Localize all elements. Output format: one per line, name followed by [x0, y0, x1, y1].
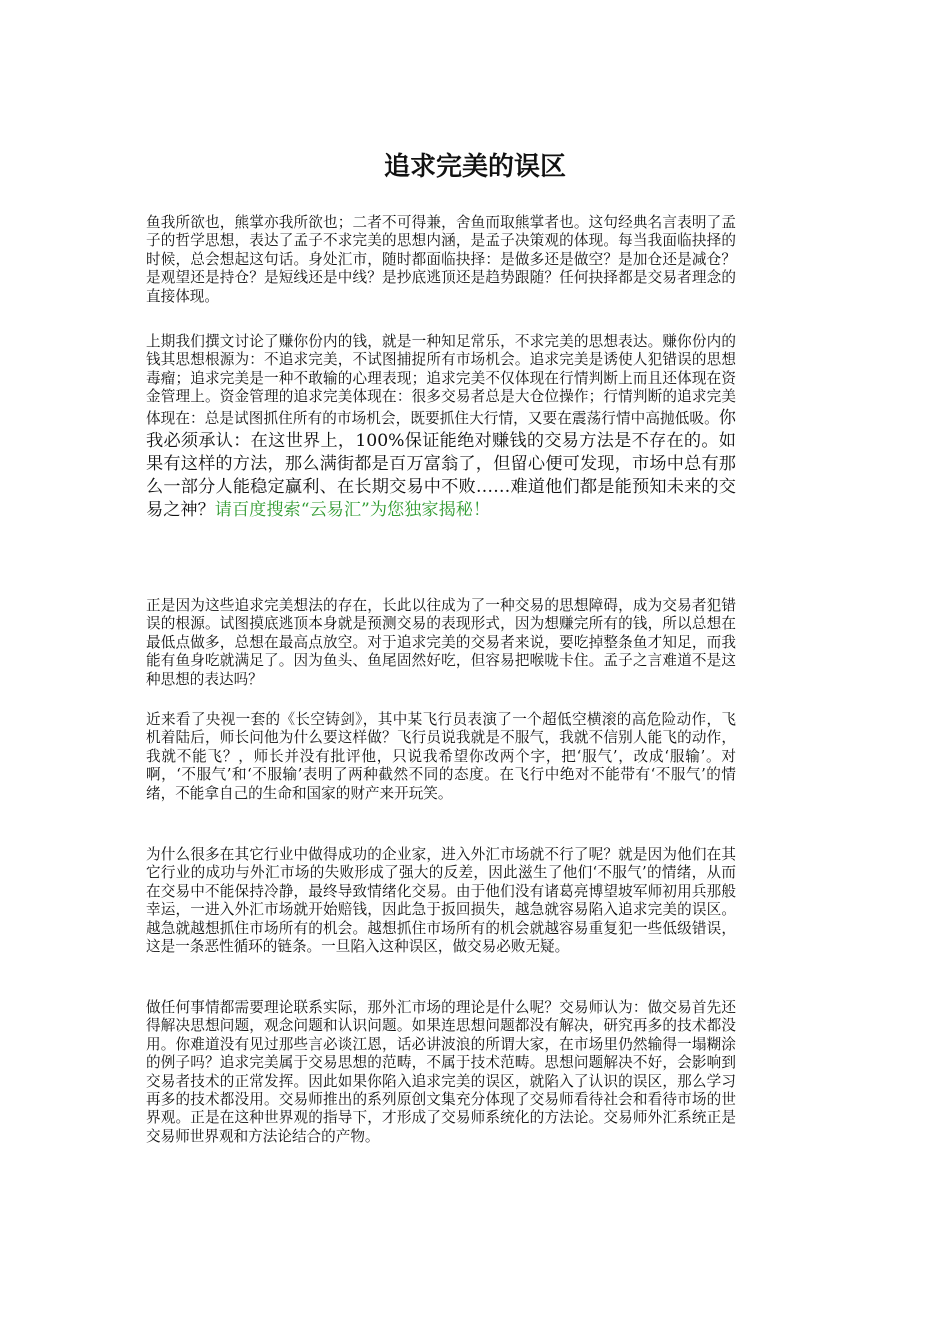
- paragraph-2-text: 上期我们撰文讨论了赚你份内的钱，就是一种知足常乐，不求完美的思想表达。赚你份内的钱其思想根源为：不追求完美，不试图捕捉所有市场机会。追求完美是诱使人犯错误的思想毒瘤；追求完美是一种不敢输的心理表现；追求完美不仅体现在行情判断上而且还体现在资金管理上。资金管理的追求完美体现在：很多交易者总是大仓位操作；行情判断的追求完美体现在：总是试图抓住所有的市场机会，既要抓住大行情，又要在震荡行情中高抛低吸。: [146, 333, 736, 427]
- paragraph-2: [146, 333, 736, 522]
- paragraph-1: 鱼我所欲也，熊掌亦我所欲也；二者不可得兼，舍鱼而取熊掌者也。这句经典名言表明了孟子的哲学思想，表达了孟子不求完美的思想内涵，是孟子决策观的体现。每当我面临抉择的时候，总会想起这句话。身处汇市，随时都面临抉择：是做多还是做空？是加仓还是减仓？是观望还是持仓？是短线还是中线？是抄底逃顶还是趋势跟随？任何抉择都是交易者理念的直接体现。: [146, 214, 736, 305]
- paragraph-5: 为什么很多在其它行业中做得成功的企业家，进入外汇市场就不行了呢？就是因为他们在其它行业的成功与外汇市场的失败形成了强大的反差，因此滋生了他们‘不服气’的情绪，从而在交易中不能保持冷静，最终导致情绪化交易。由于他们没有诸葛亮博望坡军师初用兵那般幸运，一进入外汇市场就开始赔钱，因此急于扳回损失，越急就容易陷入追求完美的误区。越急就越想抓住市场所有的机会。越想抓住市场所有的机会就越容易重复犯一些低级错误，这是一条恶性循环的链条。一旦陷入这种误区，做交易必败无疑。: [146, 846, 736, 956]
- document-title: 追求完美的误区: [383, 152, 566, 182]
- paragraph-4: 近来看了央视一套的《长空铸剑》，其中某飞行员表演了一个超低空横滚的高危险动作，飞机着陆后，师长问他为什么要这样做？飞行员说我就是不服气，我就不信别人能飞的动作，我就不能飞？，师长并没有批评他，只说我希望你改两个字，把‘服气’，改成‘服输’。对啊，‘不服气’和‘不服输’表明了两种截然不同的态度。在飞行中绝对不能带有‘不服气’的情绪，不能拿自己的生命和国家的财产来开玩笑。: [146, 711, 736, 802]
- paragraph-2-large-text: 你我必须承认：在这世界上，100%保证能绝对赚钱的交易方法是不存在的。如果有这样的方法，那么满街都是百万富翁了，但留心便可发现，市场中总有那么一部分人能稳定赢利、在长期交易中不败……难道他们都是能预知未来的交易之神？: [146, 407, 736, 520]
- paragraph-3: 正是因为这些追求完美想法的存在，长此以往成为了一种交易的思想障碍，成为交易者犯错误的根源。试图摸底逃顶本身就是预测交易的表现形式，因为想赚完所有的钱，所以总想在最低点做多，总想在最高点放空。对于追求完美的交易者来说，要吃掉整条鱼才知足，而我能有鱼身吃就满足了。因为鱼头、鱼尾固然好吃，但容易把喉咙卡住。孟子之言难道不是这种思想的表达吗？: [146, 597, 736, 688]
- promo-link[interactable]: 请百度搜索“云易汇”为您独家揭秘！: [214, 499, 491, 520]
- paragraph-6: 做任何事情都需要理论联系实际，那外汇市场的理论是什么呢？交易师认为：做交易首先还得解决思想问题，观念问题和认识问题。如果连思想问题都没有解决，研究再多的技术都没用。你难道没有见过那些言必谈江恩，话必讲波浪的所谓大家，在市场里仍然输得一塌糊涂的例子吗？追求完美属于交易思想的范畴，不属于技术范畴。思想问题解决不好，会影响到交易者技术的正常发挥。因此如果你陷入追求完美的误区，就陷入了认识的误区，那么学习再多的技术都没用。交易师推出的系列原创文集充分体现了交易师看待社会和看待市场的世界观。正是在这种世界观的指导下，才形成了交易师系统化的方法论。交易师外汇系统正是交易师世界观和方法论结合的产物。: [146, 999, 736, 1145]
